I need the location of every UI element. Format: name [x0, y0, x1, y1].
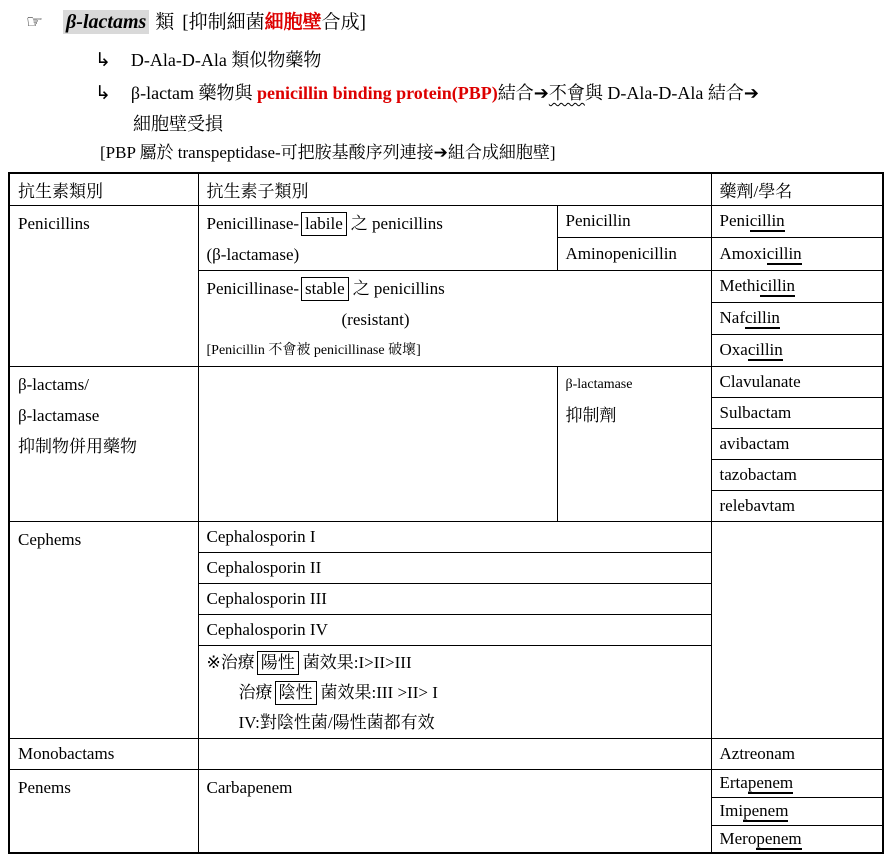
note2-pre: 治療 — [238, 682, 273, 702]
branch-arrow-icon: ↳ — [95, 49, 111, 71]
combo-class-line2: β-lactamase — [18, 405, 100, 425]
pbp-note-text: [PBP 屬於 transpeptidase-可把胺基酸序列連接➔組合成細胞壁] — [100, 143, 556, 162]
drug-prefix: Mero — [719, 828, 757, 848]
labile-pre: Penicillinase- — [206, 213, 300, 233]
cell-drug — [711, 797, 883, 825]
cell-class-monobactams: Monobactams — [9, 738, 198, 769]
stable-post: 之 penicillins — [352, 278, 445, 298]
drug-underlined-suffix: cillin — [747, 340, 783, 359]
heading-line — [26, 9, 889, 36]
bullet-2-pre: β-lactam 藥物與 — [130, 83, 258, 103]
bracket-red-text: 細胞壁 — [264, 12, 322, 33]
bullet-2 — [95, 80, 889, 106]
cell-cephalosporin-3: Cephalosporin III — [198, 583, 711, 614]
cell-drug — [711, 334, 883, 366]
cell-stable — [198, 270, 711, 366]
empty-cell — [198, 366, 557, 521]
drug-underlined-suffix: cillin — [760, 276, 796, 295]
cell-cephalosporin-2: Cephalosporin II — [198, 552, 711, 583]
branch-arrow-icon: ↳ — [95, 82, 111, 104]
drug-underlined-suffix: penem — [747, 773, 794, 792]
drug-prefix: Imi — [719, 801, 744, 820]
stable-line3: [Penicillin 不會被 penicillinase 破壞] — [206, 342, 421, 358]
bullet-2-wavy-underline: 不會 — [548, 83, 585, 103]
note1-post: 菌效果:I>II>III — [302, 652, 412, 672]
note1-boxed-word: 陽性 — [257, 651, 299, 675]
cell-drug — [711, 825, 883, 853]
bullet-1-text: D-Ala-D-Ala 類似物藥物 — [130, 50, 322, 70]
bracket-close-text: 合成] — [321, 12, 366, 33]
cell-drug: Aztreonam — [711, 738, 883, 769]
cell-cephems-notes — [198, 645, 711, 738]
labile-line2: (β-lactamase) — [206, 244, 300, 264]
cell-drug: avibactam — [711, 428, 883, 459]
stable-boxed-word: stable — [301, 277, 349, 301]
drug-prefix: Oxa — [719, 340, 748, 359]
cell-drug: Sulbactam — [711, 397, 883, 428]
bracket-open-text: [抑制細菌 — [182, 12, 265, 33]
pbp-note — [100, 140, 889, 166]
cell-class-combo — [9, 366, 198, 521]
stable-pre: Penicillinase- — [206, 278, 300, 298]
drug-underlined-suffix: penem — [756, 828, 802, 848]
table-row — [9, 366, 883, 397]
drug-underlined-suffix: penem — [743, 801, 789, 820]
cell-drug — [711, 238, 883, 271]
cell-cephalosporin-1: Cephalosporin I — [198, 521, 711, 552]
table-row — [9, 769, 883, 797]
cell-subtype-aminopenicillin: Aminopenicillin — [557, 238, 711, 271]
stable-line1 — [207, 273, 711, 304]
cell-drug — [711, 270, 883, 302]
inhibitor-line1: β-lactamase — [565, 376, 633, 392]
table-header-row — [9, 173, 883, 205]
labile-line1 — [207, 208, 557, 239]
bullet-1 — [95, 47, 889, 73]
cell-sub-carbapenem: Carbapenem — [198, 769, 711, 853]
drug-prefix: Naf — [719, 308, 745, 327]
bullet-2-red: penicillin binding protein(PBP) — [257, 83, 498, 103]
empty-cell — [711, 521, 883, 738]
cell-class-penems: Penems — [9, 769, 198, 853]
drug-prefix: Peni — [719, 211, 750, 231]
combo-class-line3: 抑制物併用藥物 — [18, 436, 137, 456]
header-drug: 藥劑/學名 — [711, 173, 883, 205]
table-row — [9, 738, 883, 769]
drug-prefix: Amoxi — [719, 243, 767, 263]
drug-prefix: Methi — [719, 276, 761, 295]
cell-drug: tazobactam — [711, 459, 883, 490]
inhibitor-line2: 抑制劑 — [565, 405, 617, 425]
bullet-2-line2 — [133, 111, 889, 137]
note2-post: 菌效果:III >II> I — [320, 682, 438, 702]
bullet-2-line2-text: 細胞壁受損 — [133, 114, 223, 134]
bullet-2-mid: 結合➔ — [497, 83, 549, 103]
cephems-note-1 — [207, 648, 711, 678]
cephems-note-3: IV:對陰性菌/陽性菌都有效 — [238, 712, 435, 732]
cell-drug — [711, 769, 883, 797]
heading-bracket — [182, 12, 366, 33]
note2-boxed-word: 陰性 — [275, 681, 317, 705]
labile-boxed-word: labile — [301, 212, 347, 236]
cell-class-cephems: Cephems — [9, 521, 198, 738]
intro-section — [0, 0, 889, 166]
bullet-2-post: 與 D-Ala-D-Ala 結合➔ — [584, 83, 759, 103]
cell-subtype-penicillin: Penicillin — [557, 205, 711, 238]
cell-drug — [711, 205, 883, 238]
cell-drug — [711, 302, 883, 334]
heading-suffix: 類 — [155, 12, 175, 33]
combo-class-line1: β-lactams/ — [18, 374, 89, 394]
cell-sub-lactamase-inhibitor — [557, 366, 711, 521]
table-row — [9, 521, 883, 552]
cell-drug: relebavtam — [711, 490, 883, 521]
cell-cephalosporin-4: Cephalosporin IV — [198, 614, 711, 645]
note1-pre: ※治療 — [206, 652, 255, 672]
drug-underlined-suffix: cillin — [744, 308, 780, 327]
table-row — [9, 205, 883, 238]
labile-post: 之 penicillins — [350, 213, 443, 233]
header-class: 抗生素類別 — [9, 173, 198, 205]
heading-beta-lactams: β-lactams — [63, 10, 149, 34]
cell-class-penicillins: Penicillins — [9, 205, 198, 366]
drug-prefix: Erta — [719, 773, 748, 792]
empty-cell — [198, 738, 711, 769]
header-subclass: 抗生素子類別 — [198, 173, 711, 205]
drug-underlined-suffix: cillin — [766, 243, 802, 263]
cell-drug: Clavulanate — [711, 366, 883, 397]
cell-labile — [198, 205, 557, 270]
antibiotics-table — [8, 172, 884, 854]
drug-underlined-suffix: cillin — [749, 211, 785, 231]
stable-line2: (resistant) — [341, 309, 410, 329]
pointing-hand-icon: ☞ — [26, 11, 44, 33]
cephems-note-2 — [207, 678, 711, 708]
